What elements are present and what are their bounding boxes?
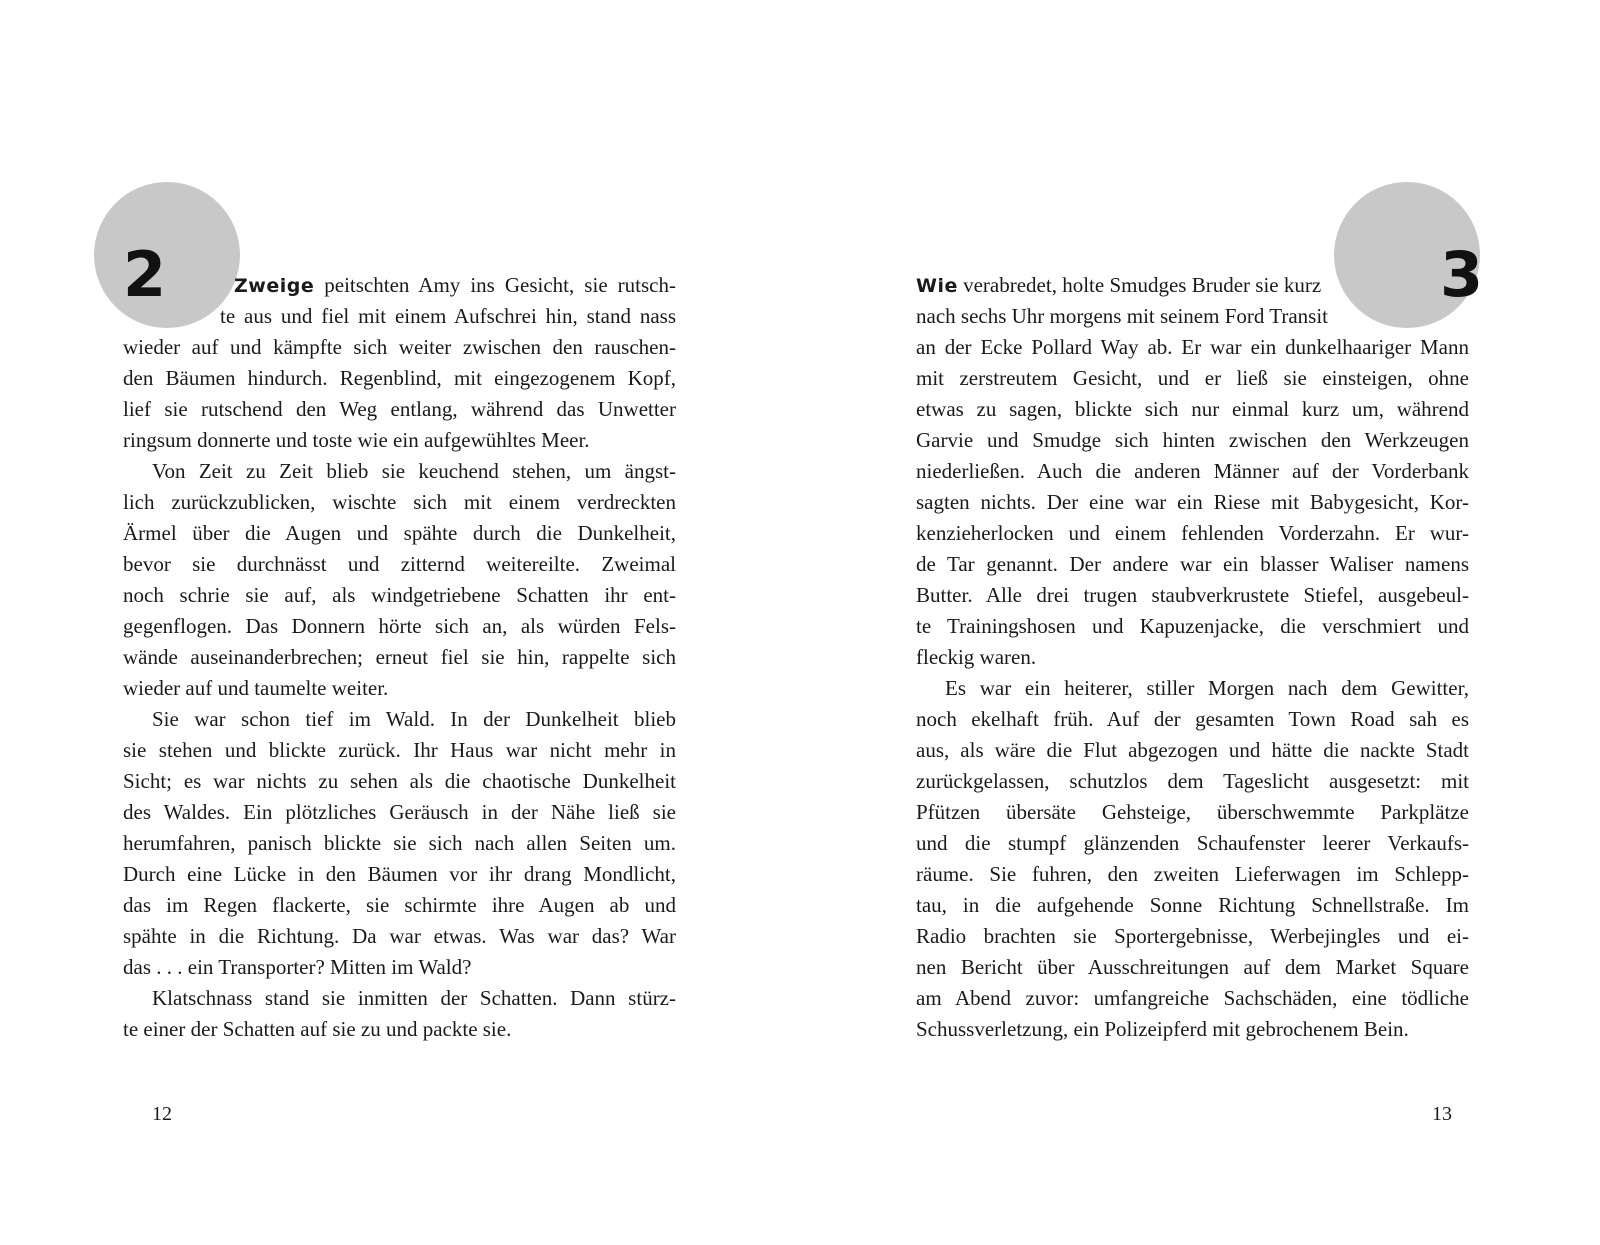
text-line-left-2: wieder auf und kämpfte sich weiter zwischen den rauschen- [123, 335, 676, 359]
chapter-number-2: 2 [123, 238, 167, 311]
chapter-number-3: 3 [1440, 238, 1484, 311]
text-line-left-9: bevor sie durchnässt und zitternd weitereilte. Zweimal [123, 552, 676, 576]
text-line-left-13: wieder auf und taumelte weiter. [123, 676, 389, 700]
text-line-right-11: te Trainingshosen und Kapuzenjacke, die verschmiert und [916, 614, 1469, 638]
text-line-left-16: Sicht; es war nichts zu sehen als die chaotische Dunkelheit [123, 769, 676, 793]
text-line-right-20: tau, in die aufgehende Sonne Richtung Schnellstraße. Im [916, 893, 1469, 917]
text-line-right-10: Butter. Alle drei trugen staubverkrustete Stiefel, ausgebeul- [916, 583, 1469, 607]
text-line-right-23: am Abend zuvor: umfangreiche Sachschäden, eine tödliche [916, 986, 1469, 1010]
text-line-right-13: Es war ein heiterer, stiller Morgen nach dem Gewitter, [945, 676, 1469, 700]
page-number-right: 13 [1432, 1103, 1452, 1125]
text-line-right-0 [916, 269, 1336, 301]
page-number-left: 12 [152, 1103, 172, 1125]
text-line-right-18: und die stumpf glänzenden Schaufenster leerer Verkaufs- [916, 831, 1469, 855]
text-line-left-8: Ärmel über die Augen und spähte durch die Dunkelheit, [123, 521, 676, 545]
text-line-right-2: an der Ecke Pollard Way ab. Er war ein dunkelhaariger Mann [916, 335, 1469, 359]
text-line-right-22: nen Bericht über Ausschreitungen auf dem Market Square [916, 955, 1469, 979]
text-line-right-1: nach sechs Uhr morgens mit seinem Ford Transit [916, 304, 1329, 328]
text-line-left-5: ringsum donnerte und toste wie ein aufgewühltes Meer. [123, 428, 590, 452]
text-line-left-18: herumfahren, panisch blickte sie sich nach allen Seiten um. [123, 831, 676, 855]
text-line-left-3: den Bäumen hindurch. Regenblind, mit eingezogenem Kopf, [123, 366, 676, 390]
text-line-right-8: kenzieherlocken und einem fehlenden Vorderzahn. Er wur- [916, 521, 1469, 545]
text-line-left-1: te aus und fiel mit einem Aufschrei hin, stand nass [220, 304, 676, 328]
text-line-right-21: Radio brachten sie Sportergebnisse, Werbejingles und ei- [916, 924, 1469, 948]
text-line-right-7: sagten nichts. Der eine war ein Riese mit Babygesicht, Kor- [916, 490, 1469, 514]
first-line-rest-left: peitschten Amy ins Gesicht, sie rutsch- [314, 273, 676, 297]
text-line-right-4: etwas zu sagen, blickte sich nur einmal kurz um, während [916, 397, 1469, 421]
lead-word-left: Zweige [234, 275, 315, 297]
text-line-left-22: das . . . ein Transporter? Mitten im Wald? [123, 955, 472, 979]
text-line-left-7: lich zurückzublicken, wischte sich mit einem verdreckten [123, 490, 676, 514]
text-line-right-9: de Tar genannt. Der andere war ein blasser Waliser namens [916, 552, 1469, 576]
text-line-left-23: Klatschnass stand sie inmitten der Schatten. Dann stürz- [152, 986, 676, 1010]
text-line-left-6: Von Zeit zu Zeit blieb sie keuchend stehen, um ängst- [152, 459, 676, 483]
text-line-left-17: des Waldes. Ein plötzliches Geräusch in der Nähe ließ sie [123, 800, 676, 824]
text-line-right-5: Garvie und Smudge sich hinten zwischen den Werkzeugen [916, 428, 1469, 452]
text-line-left-15: sie stehen und blickte zurück. Ihr Haus war nicht mehr in [123, 738, 676, 762]
text-line-left-24: te einer der Schatten auf sie zu und packte sie. [123, 1017, 512, 1041]
text-line-left-14: Sie war schon tief im Wald. In der Dunkelheit blieb [152, 707, 676, 731]
text-line-right-19: räume. Sie fuhren, den zweiten Lieferwagen im Schlepp- [916, 862, 1469, 886]
text-line-right-16: zurückgelassen, schutzlos dem Tageslicht ausgesetzt: mit [916, 769, 1469, 793]
text-line-left-21: spähte in die Richtung. Da war etwas. Was war das? War [123, 924, 676, 948]
text-line-right-24: Schussverletzung, ein Polizeipferd mit gebrochenem Bein. [916, 1017, 1409, 1041]
right-page [800, 0, 1600, 1245]
text-line-right-6: niederließen. Auch die anderen Männer auf der Vorderbank [916, 459, 1469, 483]
text-line-right-14: noch ekelhaft früh. Auf der gesamten Town Road sah es [916, 707, 1469, 731]
text-line-left-11: gegenflogen. Das Donnern hörte sich an, als würden Fels- [123, 614, 676, 638]
text-line-left-4: lief sie rutschend den Weg entlang, während das Unwetter [123, 397, 676, 421]
text-line-left-19: Durch eine Lücke in den Bäumen vor ihr drang Mondlicht, [123, 862, 676, 886]
lead-word-right: Wie [916, 275, 958, 297]
text-line-right-12: fleckig waren. [916, 645, 1037, 669]
text-line-right-15: aus, als wäre die Flut abgezogen und hätte die nackte Stadt [916, 738, 1469, 762]
text-line-left-12: wände auseinanderbrechen; erneut fiel sie hin, rappelte sich [123, 645, 676, 669]
text-line-left-0 [234, 269, 676, 301]
text-line-left-20: das im Regen flackerte, sie schirmte ihre Augen ab und [123, 893, 676, 917]
text-line-right-3: mit zerstreutem Gesicht, und er ließ sie einsteigen, ohne [916, 366, 1469, 390]
text-line-right-17: Pfützen übersäte Gehsteige, überschwemmte Parkplätze [916, 800, 1469, 824]
first-line-rest-right: verabredet, holte Smudges Bruder sie kurz [957, 273, 1322, 297]
chapter-circle-left [94, 182, 240, 328]
text-line-left-10: noch schrie sie auf, als windgetriebene Schatten ihr ent- [123, 583, 676, 607]
